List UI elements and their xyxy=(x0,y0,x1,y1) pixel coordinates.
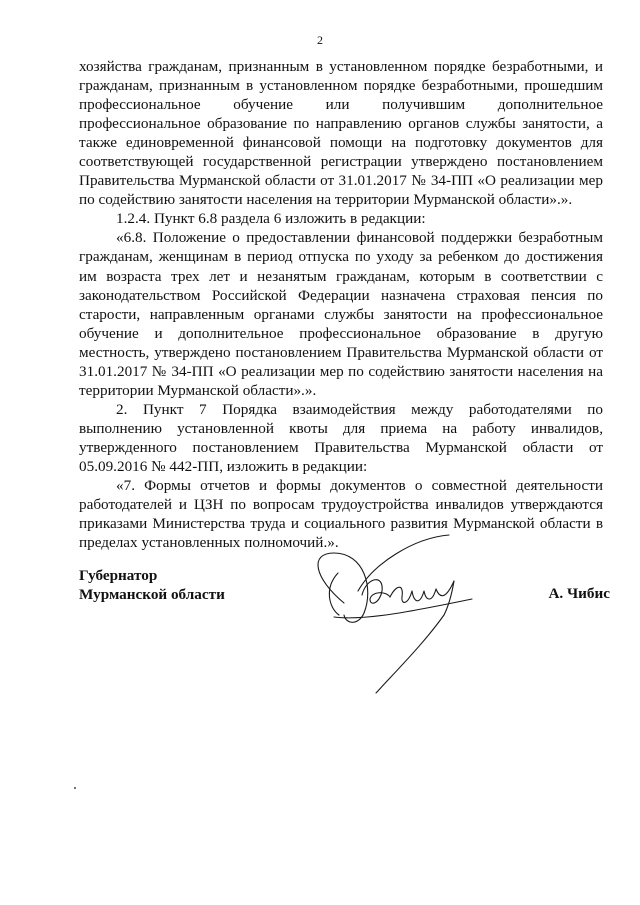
paragraph-quote-7: «7. Формы отчетов и формы документов о совместной деятельности работодателей и ЦЗН по вопросам трудоустройства инвалидов утверждаются приказами Министерства труда и социального развития Мурманской области в пределах установленных полномочий.». xyxy=(79,477,603,552)
paragraph-quote-6-8: «6.8. Положение о предоставлении финансовой поддержки безработным гражданам, женщинам в период отпуска по уходу за ребенком до достижения им возраста трех лет и незанятым гражданам, которым в соответствии с законодательством Российской Федерации назначена страховая пенсия по старости, направленным органами службы занятости на профессиональное обучение и дополнительное профессиональное образование в другую местность, утверждено постановлением Правительства Мурманской области от 31.01.2017 № 34-ПП «О реализации мер по содействию занятости населения на территории Мурманской области».». xyxy=(79,229,603,399)
signer-title-line-1: Губернатор xyxy=(79,567,158,584)
page-number: 2 xyxy=(317,33,323,47)
signer-title xyxy=(79,566,225,604)
document-body xyxy=(79,57,603,552)
paragraph-continuation: хозяйства гражданам, признанным в установленном порядке безработными, и гражданам, признанным в установленном порядке безработными, прошедшим профессиональное обучение или получившим дополнительное профессиональное образование по направлению органов службы занятости, а также единовременной финансовой помощи на подготовку документов для соответствующей государственной регистрации утверждено постановлением Правительства Мурманской области от 31.01.2017 № 34-ПП «О реализации мер по содействию занятости населения на территории Мурманской области».». xyxy=(79,58,603,209)
scan-speck xyxy=(74,787,76,789)
handwritten-signature xyxy=(304,533,504,703)
signature-block xyxy=(79,566,610,766)
signer-name: А. Чибис xyxy=(548,585,610,602)
paragraph-item-1-2-4: 1.2.4. Пункт 6.8 раздела 6 изложить в редакции: xyxy=(116,210,426,228)
signer-title-line-2: Мурманской области xyxy=(79,586,225,603)
paragraph-item-2: 2. Пункт 7 Порядка взаимодействия между работодателями по выполнению установленной квоты для приема на работу инвалидов, утвержденного постановлением Правительства Мурманской области от 05.09.2016 № 442-ПП, изложить в редакции: xyxy=(79,400,603,475)
